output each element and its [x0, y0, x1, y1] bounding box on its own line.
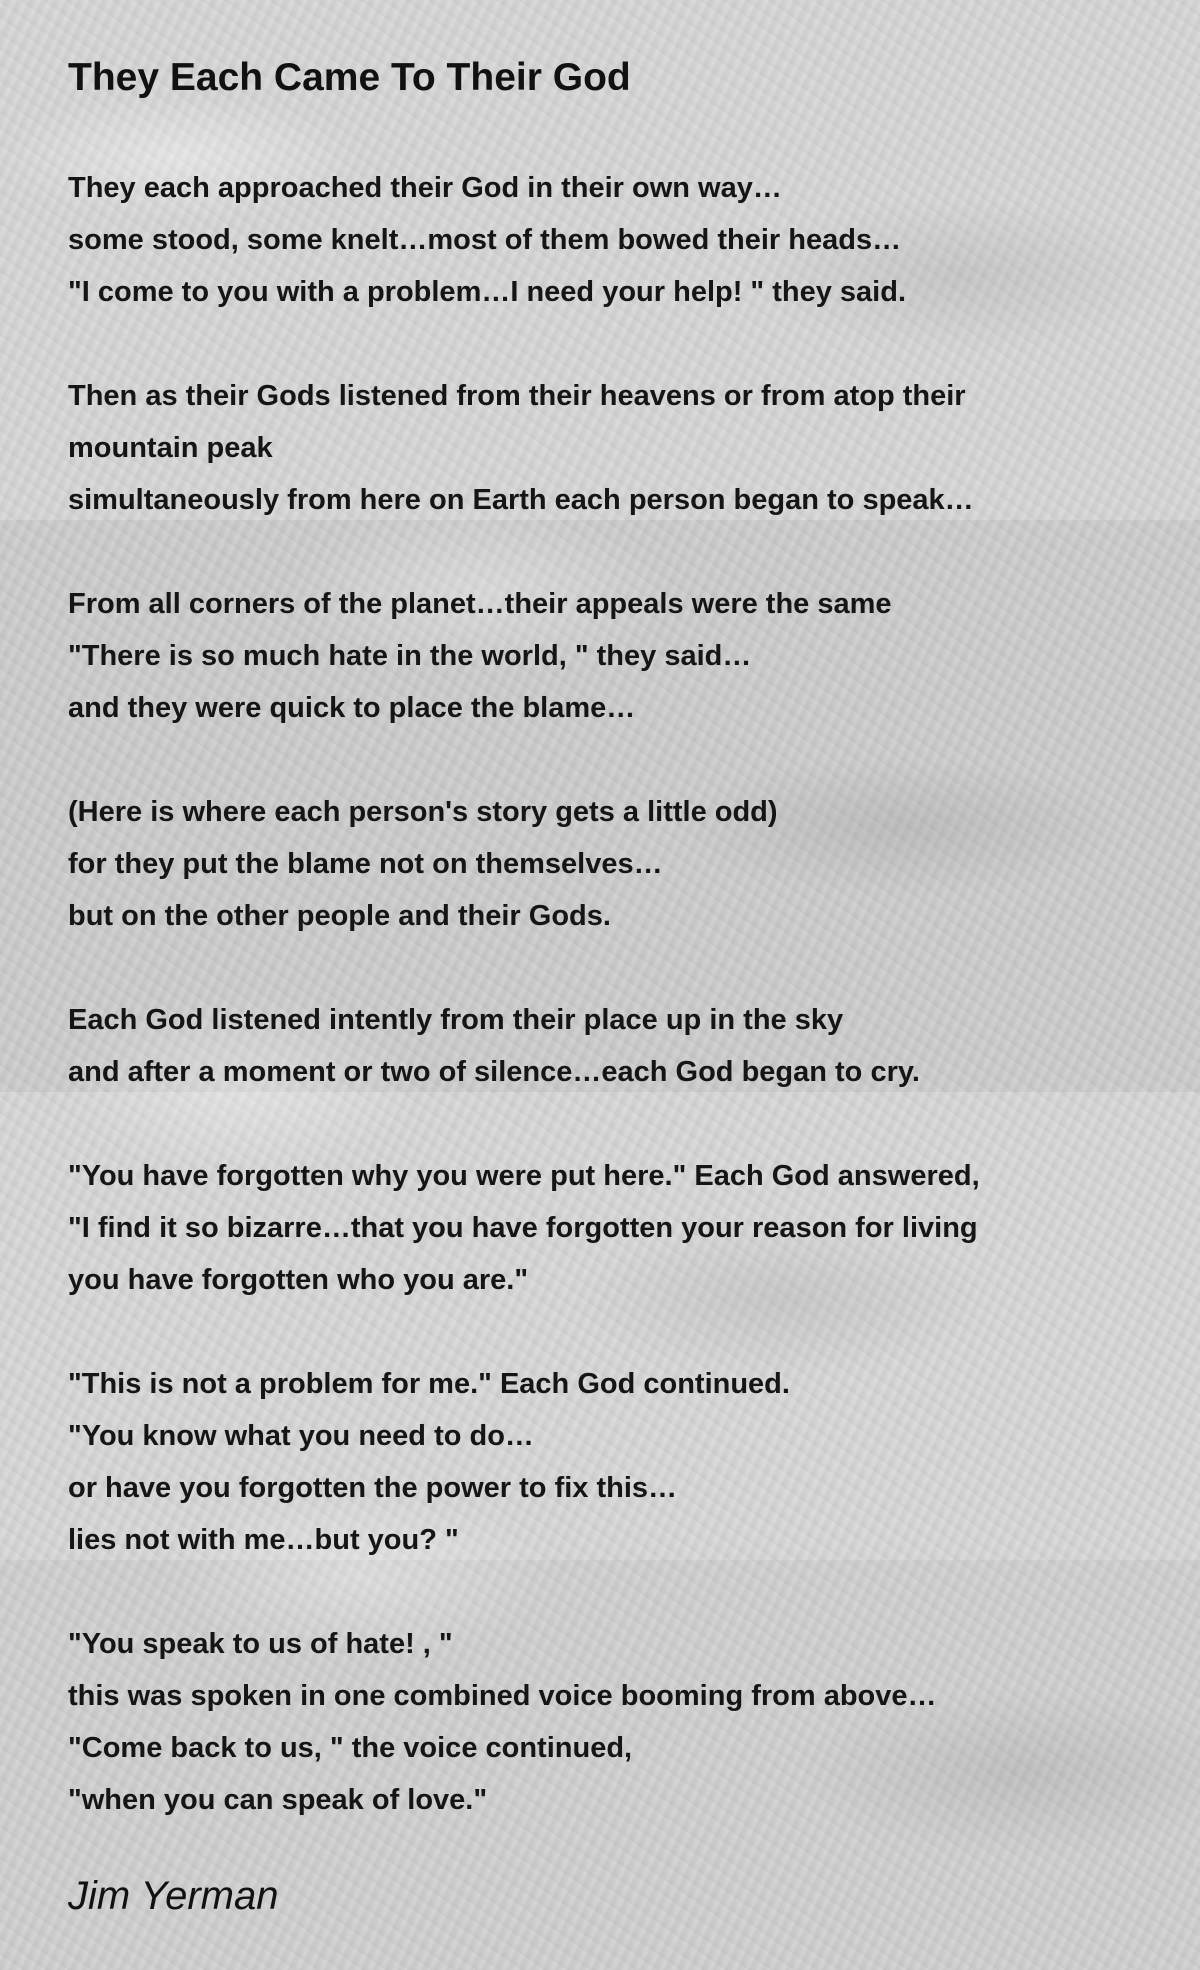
poem-line: mountain peak	[68, 432, 273, 464]
poem-line: "You know what you need to do…	[68, 1420, 534, 1452]
poem-line: "I come to you with a problem…I need your help! " they said.	[68, 276, 907, 308]
stanza	[68, 1618, 1178, 1826]
stanza	[68, 162, 1178, 318]
poem-line: "There is so much hate in the world, " they said…	[68, 640, 752, 672]
poem-line: lies not with me…but you? "	[68, 1524, 459, 1556]
poem-line: Each God listened intently from their place up in the sky	[68, 1004, 844, 1036]
poem-line: Then as their Gods listened from their heavens or from atop their	[68, 380, 966, 412]
poem-line: (Here is where each person's story gets a little odd)	[68, 796, 778, 828]
poem-line: and they were quick to place the blame…	[68, 692, 636, 724]
stanza	[68, 1358, 1178, 1566]
stanza	[68, 786, 1178, 942]
stanza	[68, 578, 1178, 734]
poem-line: you have forgotten who you are."	[68, 1264, 529, 1296]
poem-author: Jim Yerman	[68, 1874, 279, 1918]
poem-line: "when you can speak of love."	[68, 1784, 488, 1816]
poem-line: this was spoken in one combined voice booming from above…	[68, 1680, 937, 1712]
poem-line: "You have forgotten why you were put here." Each God answered,	[68, 1160, 980, 1192]
poem-line: but on the other people and their Gods.	[68, 900, 611, 932]
poem-line: "You speak to us of hate! , "	[68, 1628, 453, 1660]
poem-line: "I find it so bizarre…that you have forgotten your reason for living	[68, 1212, 978, 1244]
poem-body	[68, 162, 1178, 1826]
poem-line: "Come back to us, " the voice continued,	[68, 1732, 633, 1764]
poem-line: some stood, some knelt…most of them bowed their heads…	[68, 224, 902, 256]
poem-title: They Each Came To Their God	[68, 56, 631, 99]
poem-line: "This is not a problem for me." Each God continued.	[68, 1368, 790, 1400]
stanza	[68, 994, 1178, 1098]
stanza	[68, 1150, 1178, 1306]
poem-line: From all corners of the planet…their appeals were the same	[68, 588, 892, 620]
poem-container	[68, 48, 1178, 1878]
poem-line: They each approached their God in their own way…	[68, 172, 782, 204]
poem-line: simultaneously from here on Earth each person began to speak…	[68, 484, 974, 516]
poem-line: or have you forgotten the power to fix this…	[68, 1472, 678, 1504]
stanza	[68, 370, 1178, 526]
poem-line: and after a moment or two of silence…each God began to cry.	[68, 1056, 920, 1088]
poem-line: for they put the blame not on themselves…	[68, 848, 663, 880]
